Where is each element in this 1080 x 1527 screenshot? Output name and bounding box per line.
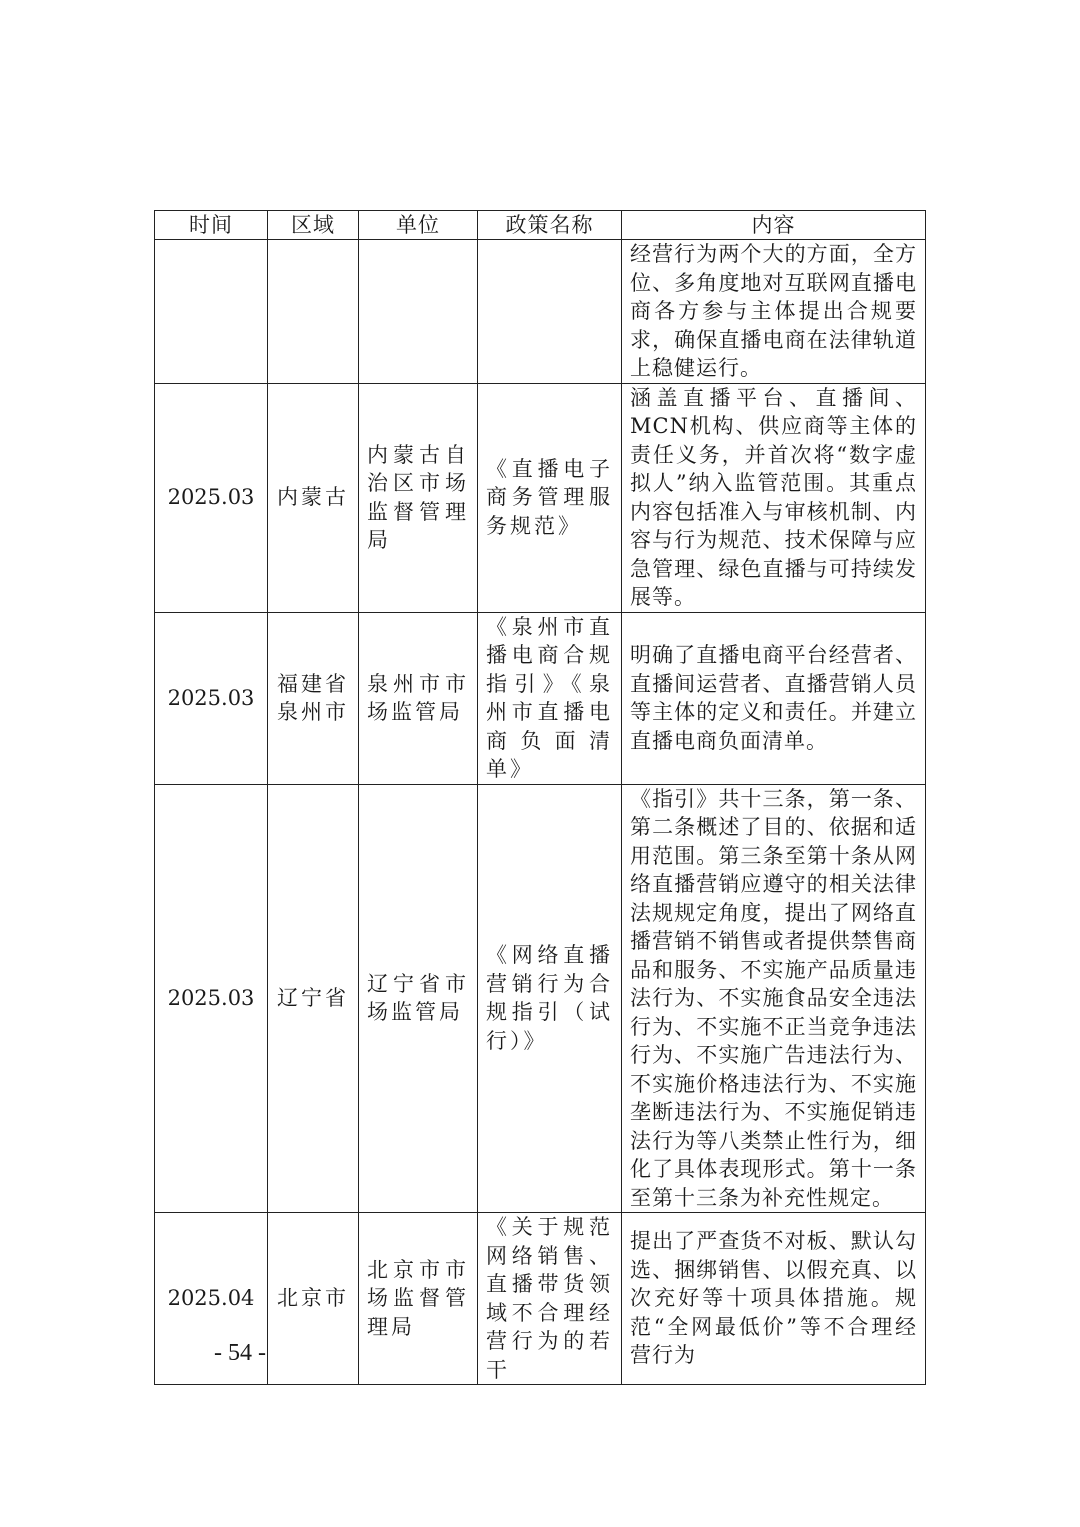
cell-policy: 《泉州市直播电商合规指引》《泉州市直播电商负面清单》	[478, 612, 622, 784]
cell-content: 经营行为两个大的方面，全方位、多角度地对互联网直播电商各方参与主体提出合规要求，确保直播电商在法律轨道上稳健运行。	[622, 240, 926, 384]
cell-time	[155, 240, 268, 384]
cell-unit: 辽宁省市场监管局	[359, 784, 478, 1213]
cell-unit	[359, 240, 478, 384]
cell-region	[268, 240, 359, 384]
cell-region: 福建省泉州市	[268, 612, 359, 784]
cell-policy: 《直播电子商务管理服务规范》	[478, 383, 622, 612]
cell-content: 明确了直播电商平台经营者、直播间运营者、直播营销人员等主体的定义和责任。并建立直播电商负面清单。	[622, 612, 926, 784]
cell-time: 2025.04	[155, 1213, 268, 1385]
table-row	[155, 383, 926, 612]
cell-content: 提出了严查货不对板、默认勾选、捆绑销售、以假充真、以次充好等十项具体措施。规范“全网最低价”等不合理经营行为	[622, 1213, 926, 1385]
table-row	[155, 1213, 926, 1385]
cell-policy: 《关于规范网络销售、直播带货领域不合理经营行为的若干	[478, 1213, 622, 1385]
header-region: 区域	[268, 211, 359, 240]
page-number: - 54 -	[214, 1340, 266, 1366]
header-policy: 政策名称	[478, 211, 622, 240]
table-row	[155, 612, 926, 784]
cell-content: 《指引》共十三条，第一条、第二条概述了目的、依据和适用范围。第三条至第十条从网络直播营销应遵守的相关法律法规规定角度，提出了网络直播营销不销售或者提供禁售商品和服务、不实施产品质量违法行为、不实施食品安全违法行为、不实施不正当竞争违法行为、不实施广告违法行为、不实施价格违法行为、不实施垄断违法行为、不实施促销违法行为等八类禁止性行为，细化了具体表现形式。第十一条至第十三条为补充性规定。	[622, 784, 926, 1213]
cell-content: 涵盖直播平台、直播间、MCN机构、供应商等主体的责任义务，并首次将“数字虚拟人”纳入监管范围。其重点内容包括准入与审核机制、内容与行为规范、技术保障与应急管理、绿色直播与可持续发展等。	[622, 383, 926, 612]
cell-region: 北京市	[268, 1213, 359, 1385]
cell-region: 内蒙古	[268, 383, 359, 612]
cell-policy: 《网络直播营销行为合规指引（试行）》	[478, 784, 622, 1213]
table-row-continuation	[155, 240, 926, 384]
policy-table	[154, 210, 926, 1385]
cell-time: 2025.03	[155, 612, 268, 784]
cell-unit: 内蒙古自治区市场监督管理局	[359, 383, 478, 612]
header-time: 时间	[155, 211, 268, 240]
cell-policy	[478, 240, 622, 384]
header-unit: 单位	[359, 211, 478, 240]
cell-unit: 泉州市市场监管局	[359, 612, 478, 784]
cell-region: 辽宁省	[268, 784, 359, 1213]
cell-time: 2025.03	[155, 784, 268, 1213]
table-row	[155, 784, 926, 1213]
table-header-row	[155, 211, 926, 240]
header-content: 内容	[622, 211, 926, 240]
cell-unit: 北京市市场监督管理局	[359, 1213, 478, 1385]
cell-time: 2025.03	[155, 383, 268, 612]
